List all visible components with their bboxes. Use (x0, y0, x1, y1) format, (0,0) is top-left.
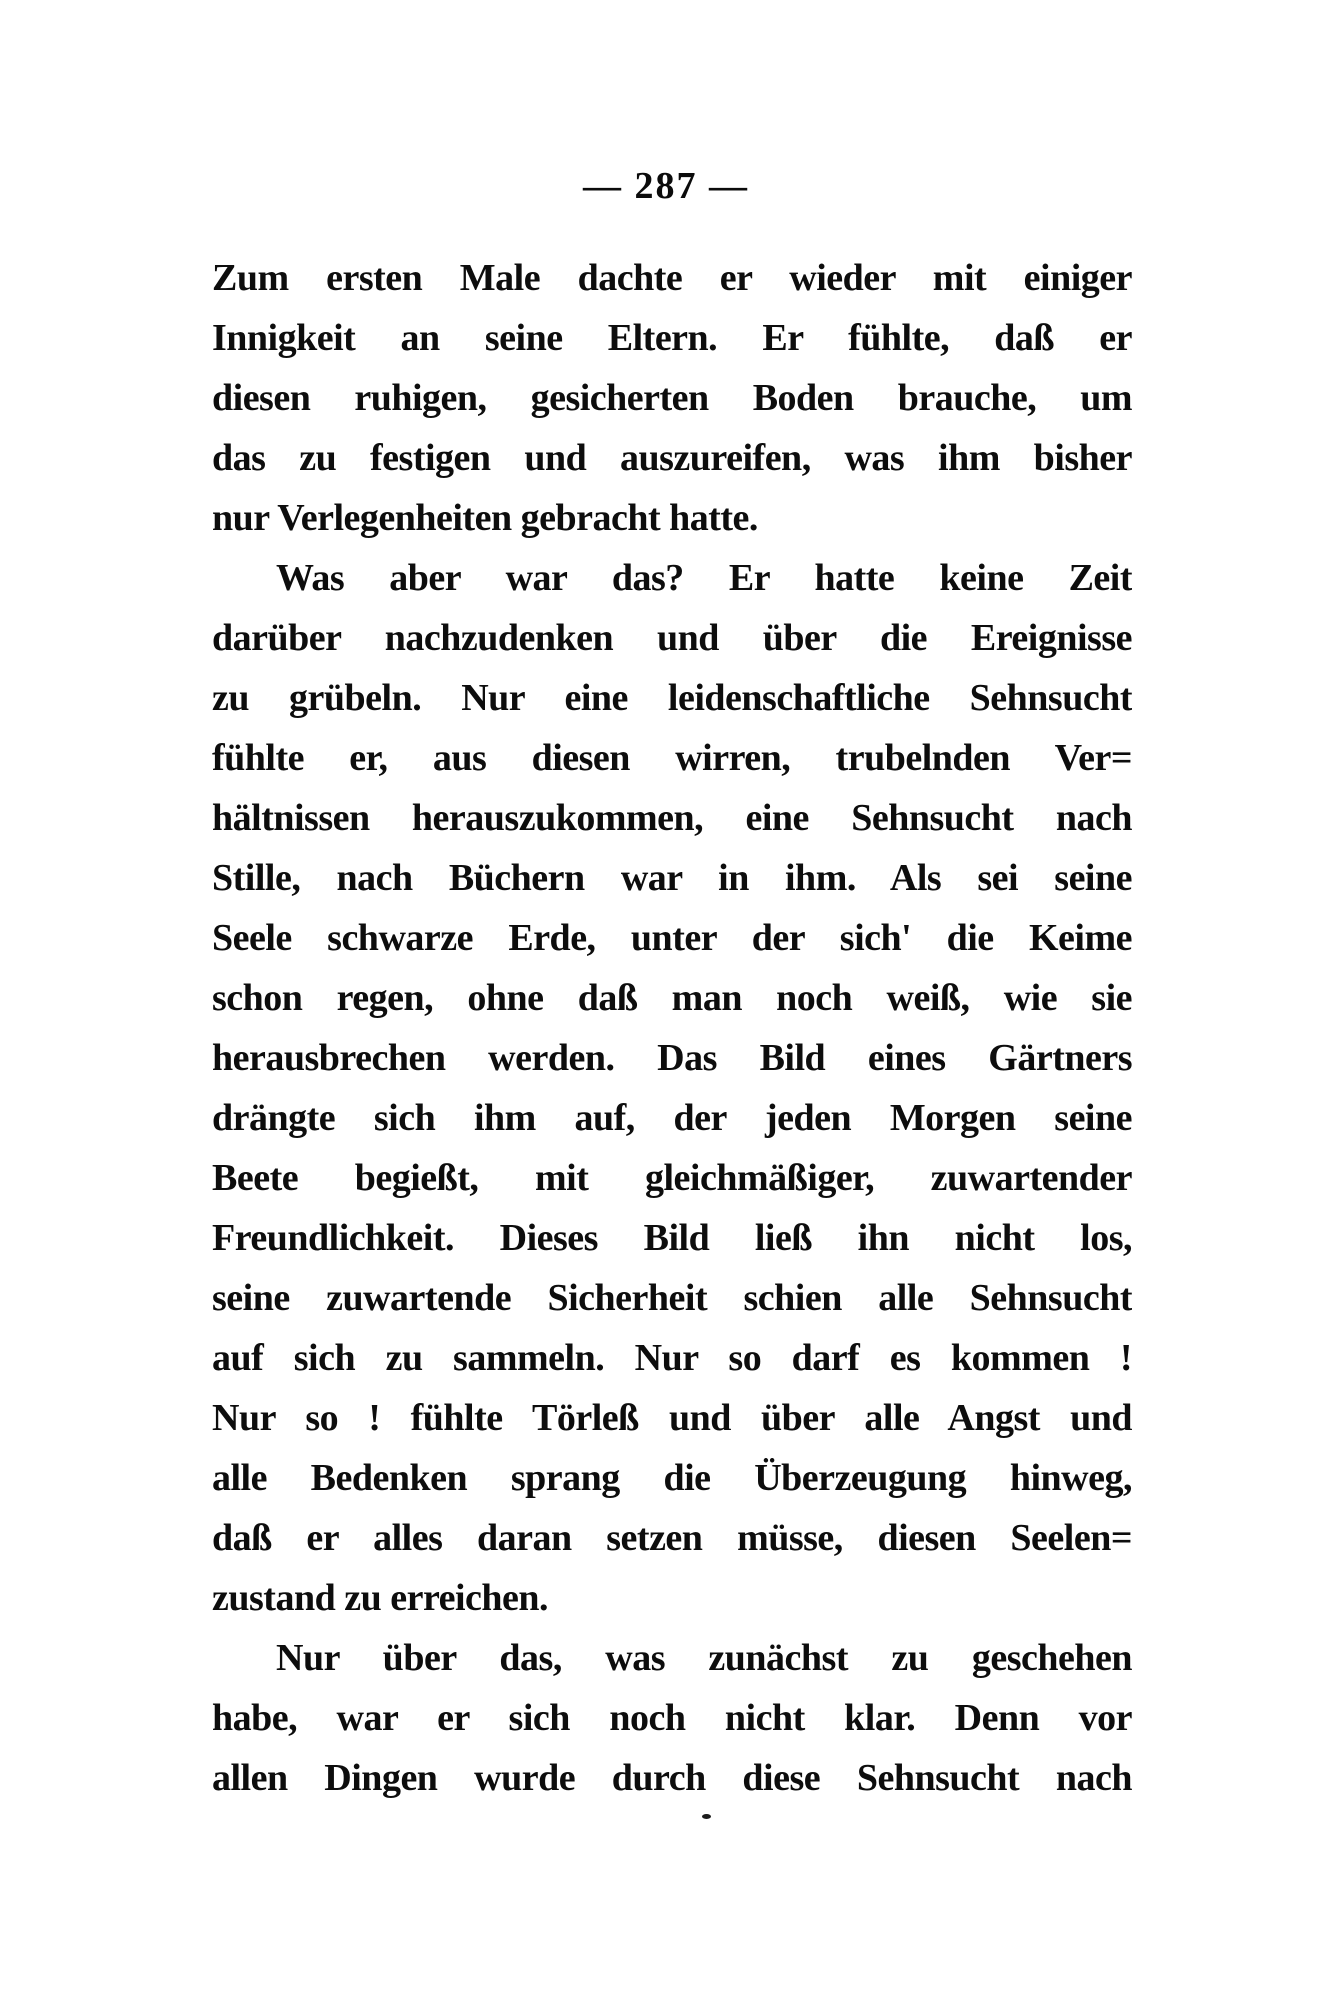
text-line: Nur über das, was zunächst zu geschehen (276, 1637, 1132, 1679)
text-line: Nur so ! fühlte Törleß und über alle Angst und (212, 1397, 1132, 1439)
text-line: Freundlichkeit. Dieses Bild ließ ihn nicht los, (212, 1217, 1132, 1259)
text-line: darüber nachzudenken und über die Ereignisse (212, 617, 1132, 659)
text-line: drängte sich ihm auf, der jeden Morgen seine (212, 1097, 1132, 1139)
text-line: schon regen, ohne daß man noch weiß, wie sie (212, 977, 1132, 1019)
text-line: nur Verlegenheiten gebracht hatte. (212, 497, 758, 539)
text-line: zu grübeln. Nur eine leidenschaftliche Sehnsucht (212, 677, 1132, 719)
text-line: Beete begießt, mit gleichmäßiger, zuwartender (212, 1157, 1132, 1199)
text-line: alle Bedenken sprang die Überzeugung hinweg, (212, 1457, 1132, 1499)
text-line: fühlte er, aus diesen wirren, trubelnden Ver= (212, 737, 1132, 779)
text-line: zustand zu erreichen. (212, 1577, 549, 1619)
text-line: seine zuwartende Sicherheit schien alle Sehnsucht (212, 1277, 1132, 1319)
scan-speck (702, 1814, 711, 1819)
text-line: Stille, nach Büchern war in ihm. Als sei seine (212, 857, 1132, 899)
text-line: auf sich zu sammeln. Nur so darf es kommen ! (212, 1337, 1132, 1379)
text-line: Was aber war das? Er hatte keine Zeit (276, 557, 1132, 599)
text-line: Innigkeit an seine Eltern. Er fühlte, daß er (212, 317, 1132, 359)
text-line: allen Dingen wurde durch diese Sehnsucht nach (212, 1757, 1132, 1799)
text-line: habe, war er sich noch nicht klar. Denn vor (212, 1697, 1132, 1739)
page-number: — 287 — (583, 165, 749, 207)
text-line: Zum ersten Male dachte er wieder mit einiger (212, 257, 1132, 299)
text-line: Seele schwarze Erde, unter der sich' die Keime (212, 917, 1132, 959)
text-line: hältnissen herauszukommen, eine Sehnsucht nach (212, 797, 1132, 839)
text-line: das zu festigen und auszureifen, was ihm bisher (212, 437, 1132, 479)
text-line: herausbrechen werden. Das Bild eines Gärtners (212, 1037, 1132, 1079)
text-line: diesen ruhigen, gesicherten Boden brauche, um (212, 377, 1132, 419)
body-text (212, 248, 1132, 1808)
text-line: daß er alles daran setzen müsse, diesen Seelen= (212, 1517, 1132, 1559)
